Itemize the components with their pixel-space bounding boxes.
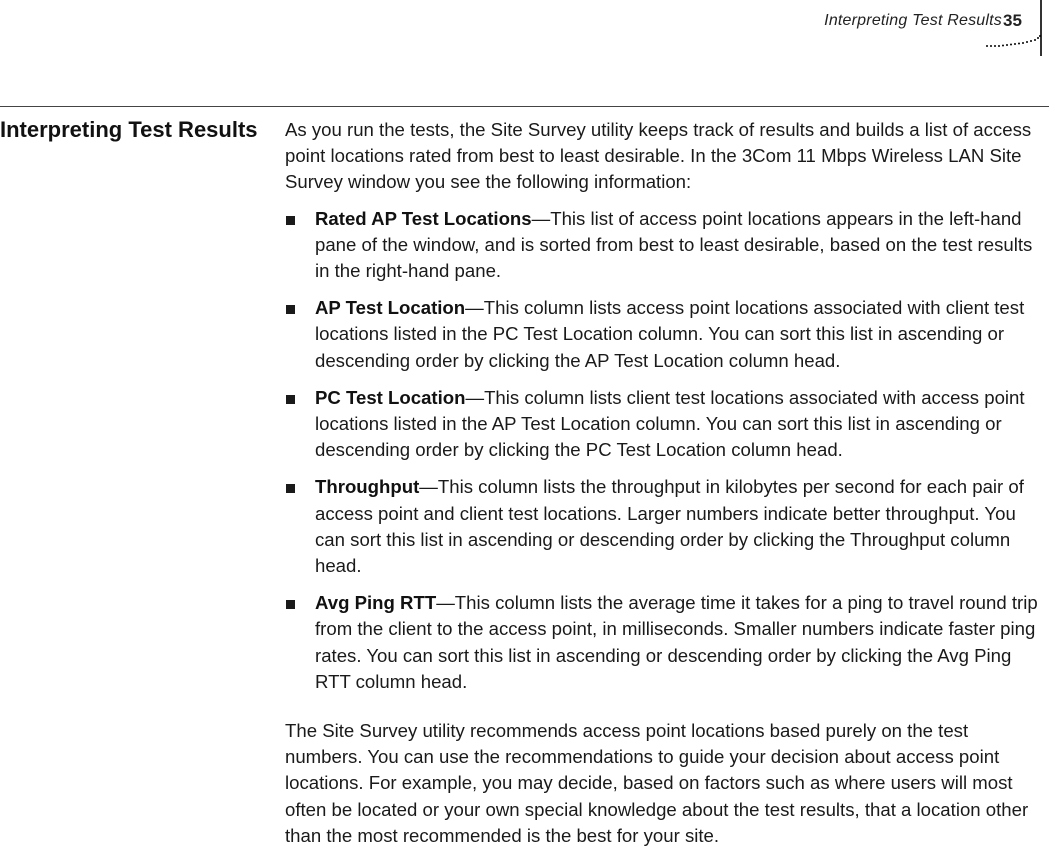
list-item-term: PC Test Location <box>315 386 466 408</box>
list-item <box>285 385 1047 464</box>
list-item-term: Avg Ping RTT <box>315 592 437 614</box>
list-item-term: AP Test Location <box>315 297 466 319</box>
list-item <box>285 206 1047 285</box>
list-item <box>285 590 1047 695</box>
list-item-text: —This column lists the throughput in kilobytes per second for each pair of access point and client test locations. Larger numbers indicate better throughput. You can sort this list in ascending or descending order by clicking the Throughput column head. <box>315 476 1024 577</box>
bullet-square-icon <box>286 305 295 314</box>
list-item <box>285 474 1047 579</box>
running-header-title: Interpreting Test Results <box>824 12 1002 29</box>
bullet-square-icon <box>286 216 295 225</box>
bullet-square-icon <box>286 484 295 493</box>
bullet-square-icon <box>286 395 295 404</box>
list-item-text: —This list of access point locations appears in the left-hand pane of the window, and is sorted from best to least desirable, based on the test results in the right-hand pane. <box>315 207 1033 282</box>
closing-paragraph: The Site Survey utility recommends access point locations based purely on the test numbers. You can use the recommendations to guide your decision about access point locations. For example, you may decide, based on factors such as where users will most often be located or your own special knowledge about the test results, that a location other than the most recommended is the best for your site. <box>285 720 1029 846</box>
section-title: Interpreting Test Results <box>0 117 258 142</box>
list-item-term: Rated AP Test Locations <box>315 207 532 229</box>
list-item <box>285 295 1047 374</box>
body-column <box>285 117 1047 849</box>
page-number: 35 <box>1003 11 1022 30</box>
intro-paragraph: As you run the tests, the Site Survey utility keeps track of results and builds a list of access point locations rated from best to least desirable. In the 3Com 11 Mbps Wireless LAN Site Survey window you see the following information: <box>285 119 1032 193</box>
section-divider <box>0 106 1049 107</box>
list-item-text: —This column lists client test locations associated with access point locations listed in the AP Test Location column. You can sort this list in ascending or descending order by clicking the PC Test Location column head. <box>315 386 1025 461</box>
results-list <box>285 206 1047 695</box>
list-item-text: —This column lists access point locations associated with client test locations listed in the PC Test Location column. You can sort this list in ascending or descending order by clicking the AP Test Location column head. <box>315 297 1025 371</box>
bullet-square-icon <box>286 600 295 609</box>
list-item-text: —This column lists the average time it takes for a ping to travel round trip from the client to the access point, in milliseconds. Smaller numbers indicate faster ping rates. You can sort this list in ascending or descending order by clicking the Avg Ping RTT column head. <box>315 592 1038 692</box>
header-corner-dots <box>985 34 1041 48</box>
list-item-term: Throughput <box>315 476 420 498</box>
